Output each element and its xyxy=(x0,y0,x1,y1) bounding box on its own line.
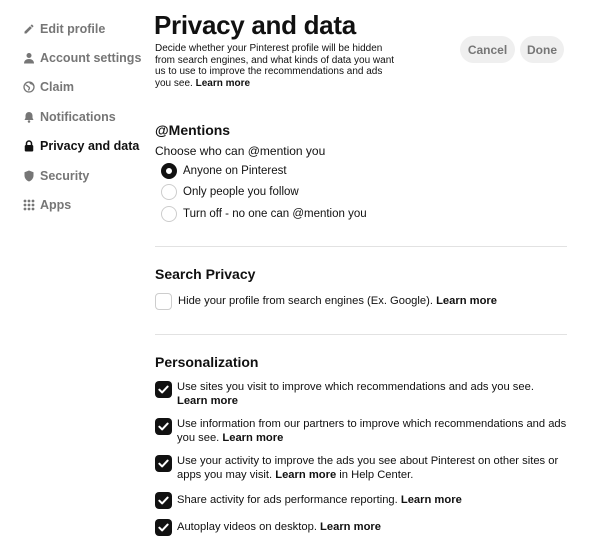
radio-label: Anyone on Pinterest xyxy=(183,165,287,177)
sidebar-item-label: Security xyxy=(40,168,90,183)
shield-icon xyxy=(22,169,35,182)
option-description: Use your activity to improve the ads you see about Pinterest on other sites or apps you may visit. xyxy=(177,455,559,481)
checkbox[interactable] xyxy=(155,293,172,310)
radio-label: Only people you follow xyxy=(183,186,299,198)
learn-more-link[interactable]: Learn more xyxy=(436,295,497,307)
mention-option-anyone[interactable] xyxy=(161,162,287,180)
sidebar-item-notifications[interactable] xyxy=(22,102,142,131)
sidebar-item-label: Claim xyxy=(40,80,75,95)
radio-button[interactable] xyxy=(161,163,177,179)
personalization-section-title: Personalization xyxy=(155,354,259,370)
personalization-option-ads-reporting[interactable] xyxy=(155,492,575,509)
sidebar-item-privacy-and-data[interactable] xyxy=(22,132,142,161)
page-description-text: Decide whether your Pinterest profile will be hidden from search engines, and what kinds of data you want us to use to improve the recommendations and ads you see. xyxy=(155,43,395,89)
radio-button[interactable] xyxy=(161,184,177,200)
personalization-option-partners[interactable] xyxy=(155,418,575,445)
option-text xyxy=(177,381,534,408)
mentions-prompt: Choose who can @mention you xyxy=(155,144,326,158)
bell-icon xyxy=(22,110,35,123)
option-description: Autoplay videos on desktop. xyxy=(177,521,317,533)
personalization-option-autoplay[interactable] xyxy=(155,519,575,536)
personalization-option-activity[interactable] xyxy=(155,455,575,482)
option-description: Use information from our partners to improve which recommendations and ads you see. xyxy=(177,418,567,444)
sidebar-item-label: Privacy and data xyxy=(40,139,140,154)
checkbox[interactable] xyxy=(155,519,172,536)
grid-icon xyxy=(22,199,35,212)
sidebar-item-label: Account settings xyxy=(40,51,142,66)
sidebar-item-security[interactable] xyxy=(22,161,142,190)
sidebar-item-apps[interactable] xyxy=(22,190,142,219)
checkbox[interactable] xyxy=(155,418,172,435)
personalization-option-sites[interactable] xyxy=(155,381,575,408)
pencil-icon xyxy=(22,22,35,35)
search-privacy-section-title: Search Privacy xyxy=(155,266,256,282)
page-title: Privacy and data xyxy=(154,10,356,40)
option-text xyxy=(177,418,575,445)
mention-option-followed[interactable] xyxy=(161,183,299,201)
learn-more-link[interactable]: Learn more xyxy=(222,431,284,444)
sidebar-item-label: Apps xyxy=(40,198,72,213)
mentions-section-title: @Mentions xyxy=(155,122,231,138)
learn-more-link[interactable]: Learn more xyxy=(177,394,238,407)
person-icon xyxy=(22,52,35,65)
option-text xyxy=(177,455,575,482)
sidebar-item-label: Edit profile xyxy=(40,21,106,36)
page-description xyxy=(155,43,400,89)
checkmark-icon xyxy=(158,384,169,395)
checkbox[interactable] xyxy=(155,492,172,509)
option-suffix: in Help Center. xyxy=(339,468,414,481)
learn-more-link[interactable]: Learn more xyxy=(400,494,462,506)
sidebar-item-claim[interactable] xyxy=(22,73,142,102)
learn-more-link[interactable]: Learn more xyxy=(275,468,337,481)
mention-option-off[interactable] xyxy=(161,205,367,223)
option-text xyxy=(177,492,462,509)
checkbox[interactable] xyxy=(155,455,172,472)
hide-from-search-option[interactable] xyxy=(155,293,575,310)
globe-icon xyxy=(22,81,35,94)
checkbox[interactable] xyxy=(155,381,172,398)
cancel-button[interactable]: Cancel xyxy=(460,36,515,63)
section-divider xyxy=(155,246,567,247)
checkmark-icon xyxy=(158,522,169,533)
checkmark-icon xyxy=(158,421,169,432)
checkmark-icon xyxy=(158,458,169,469)
option-description: Share activity for ads performance reporting. xyxy=(177,494,398,506)
radio-button[interactable] xyxy=(161,206,177,222)
sidebar-item-edit-profile[interactable] xyxy=(22,14,142,43)
option-text xyxy=(177,519,381,536)
sidebar-item-account-settings[interactable] xyxy=(22,43,142,72)
learn-more-link[interactable]: Learn more xyxy=(320,521,381,533)
done-button[interactable]: Done xyxy=(520,36,564,63)
option-description: Hide your profile from search engines (Ex. Google). xyxy=(178,295,433,307)
learn-more-link[interactable]: Learn more xyxy=(195,77,251,89)
checkmark-icon xyxy=(158,495,169,506)
option-text xyxy=(178,293,497,309)
lock-icon xyxy=(22,140,35,153)
option-description: Use sites you visit to improve which recommendations and ads you see. xyxy=(177,381,534,393)
settings-sidebar xyxy=(22,14,142,220)
section-divider xyxy=(155,334,567,335)
radio-label: Turn off - no one can @mention you xyxy=(183,208,367,220)
sidebar-item-label: Notifications xyxy=(40,109,116,124)
